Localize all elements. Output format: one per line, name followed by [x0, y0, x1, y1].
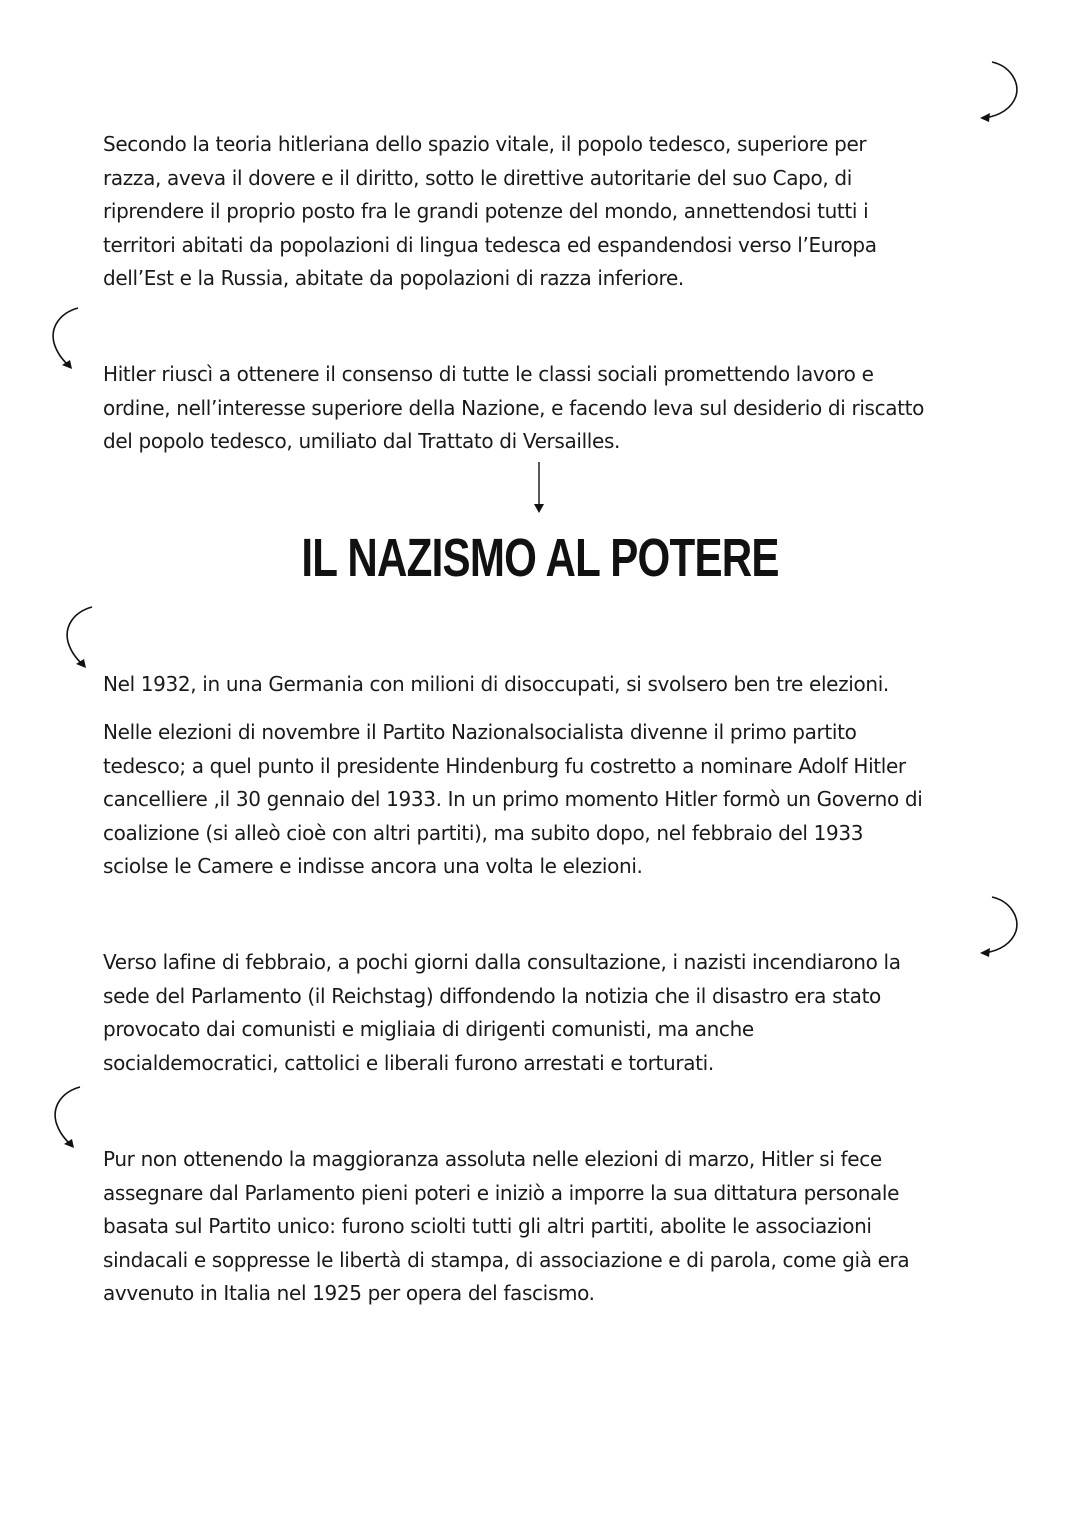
text-line: coalizione (si alleò cioè con altri partiti), ma subito dopo, nel febbraio del 1933	[103, 820, 864, 845]
text-line: sciolse le Camere e indisse ancora una volta le elezioni.	[103, 854, 643, 878]
curved-arrow-left-icon	[46, 305, 86, 375]
text-line: territori abitati da popolazioni di lingua tedesca ed espandendosi verso l’Europa	[103, 232, 877, 257]
text-line: Hitler riuscì a ottenere il consenso di tutte le classi sociali promettendo lavoro e	[103, 362, 874, 386]
text-line: Verso lafine di febbraio, a pochi giorni dalla consultazione, i nazisti incendiarono la	[103, 950, 901, 974]
paragraph-consenso	[103, 358, 1003, 459]
text-line: Secondo la teoria hitleriana dello spazio vitale, il popolo tedesco, superiore per	[103, 132, 867, 156]
down-arrow-icon	[532, 461, 546, 515]
page-title-text: IL NAZISMO AL POTERE	[301, 528, 779, 588]
text-line: socialdemocratici, cattolici e liberali furono arrestati e torturati.	[103, 1050, 714, 1075]
paragraph-spazio-vitale	[103, 128, 1003, 296]
text-line: assegnare dal Parlamento pieni poteri e iniziò a imporre la sua dittatura personale	[103, 1180, 900, 1205]
text-line: del popolo tedesco, umiliato dal Trattato di Versailles.	[103, 429, 621, 453]
text-line: Pur non ottenendo la maggioranza assoluta nelle elezioni di marzo, Hitler si fece	[103, 1147, 882, 1171]
text-line: tedesco; a quel punto il presidente Hindenburg fu costretto a nominare Adolf Hitler	[103, 753, 906, 778]
paragraph-elezioni-1932	[103, 668, 1003, 702]
text-line: provocato dai comunisti e migliaia di dirigenti comunisti, ma anche	[103, 1017, 754, 1041]
text-line: sede del Parlamento (il Reichstag) diffondendo la notizia che il disastro era stato	[103, 983, 881, 1008]
text-line: dell’Est e la Russia, abitate da popolazioni di razza inferiore.	[103, 266, 684, 290]
text-line: ordine, nell’interesse superiore della Nazione, e facendo leva sul desiderio di riscatto	[103, 395, 925, 420]
text-line: Nelle elezioni di novembre il Partito Nazionalsocialista divenne il primo partito	[103, 720, 857, 744]
curved-arrow-right-icon	[978, 60, 1028, 130]
paragraph-dittatura	[103, 1143, 1003, 1311]
curved-arrow-left-icon	[60, 604, 100, 674]
paragraph-elezioni-novembre	[103, 716, 1003, 884]
text-line: riprendere il proprio posto fra le grandi potenze del mondo, annettendosi tutti i	[103, 199, 869, 223]
text-line: razza, aveva il dovere e il diritto, sotto le direttive autoritarie del suo Capo, di	[103, 165, 852, 190]
text-line: avvenuto in Italia nel 1925 per opera del fascismo.	[103, 1281, 595, 1305]
curved-arrow-left-icon	[48, 1084, 88, 1154]
text-line: Nel 1932, in una Germania con milioni di disoccupati, si svolsero ben tre elezioni.	[103, 672, 889, 696]
text-line: sindacali e soppresse le libertà di stampa, di associazione e di parola, come già era	[103, 1247, 910, 1272]
text-line: basata sul Partito unico: furono sciolti tutti gli altri partiti, abolite le associazioni	[103, 1214, 872, 1238]
paragraph-reichstag	[103, 946, 1003, 1080]
page-title	[0, 524, 1080, 592]
text-line: cancelliere ,il 30 gennaio del 1933. In un primo momento Hitler formò un Governo di	[103, 787, 923, 811]
